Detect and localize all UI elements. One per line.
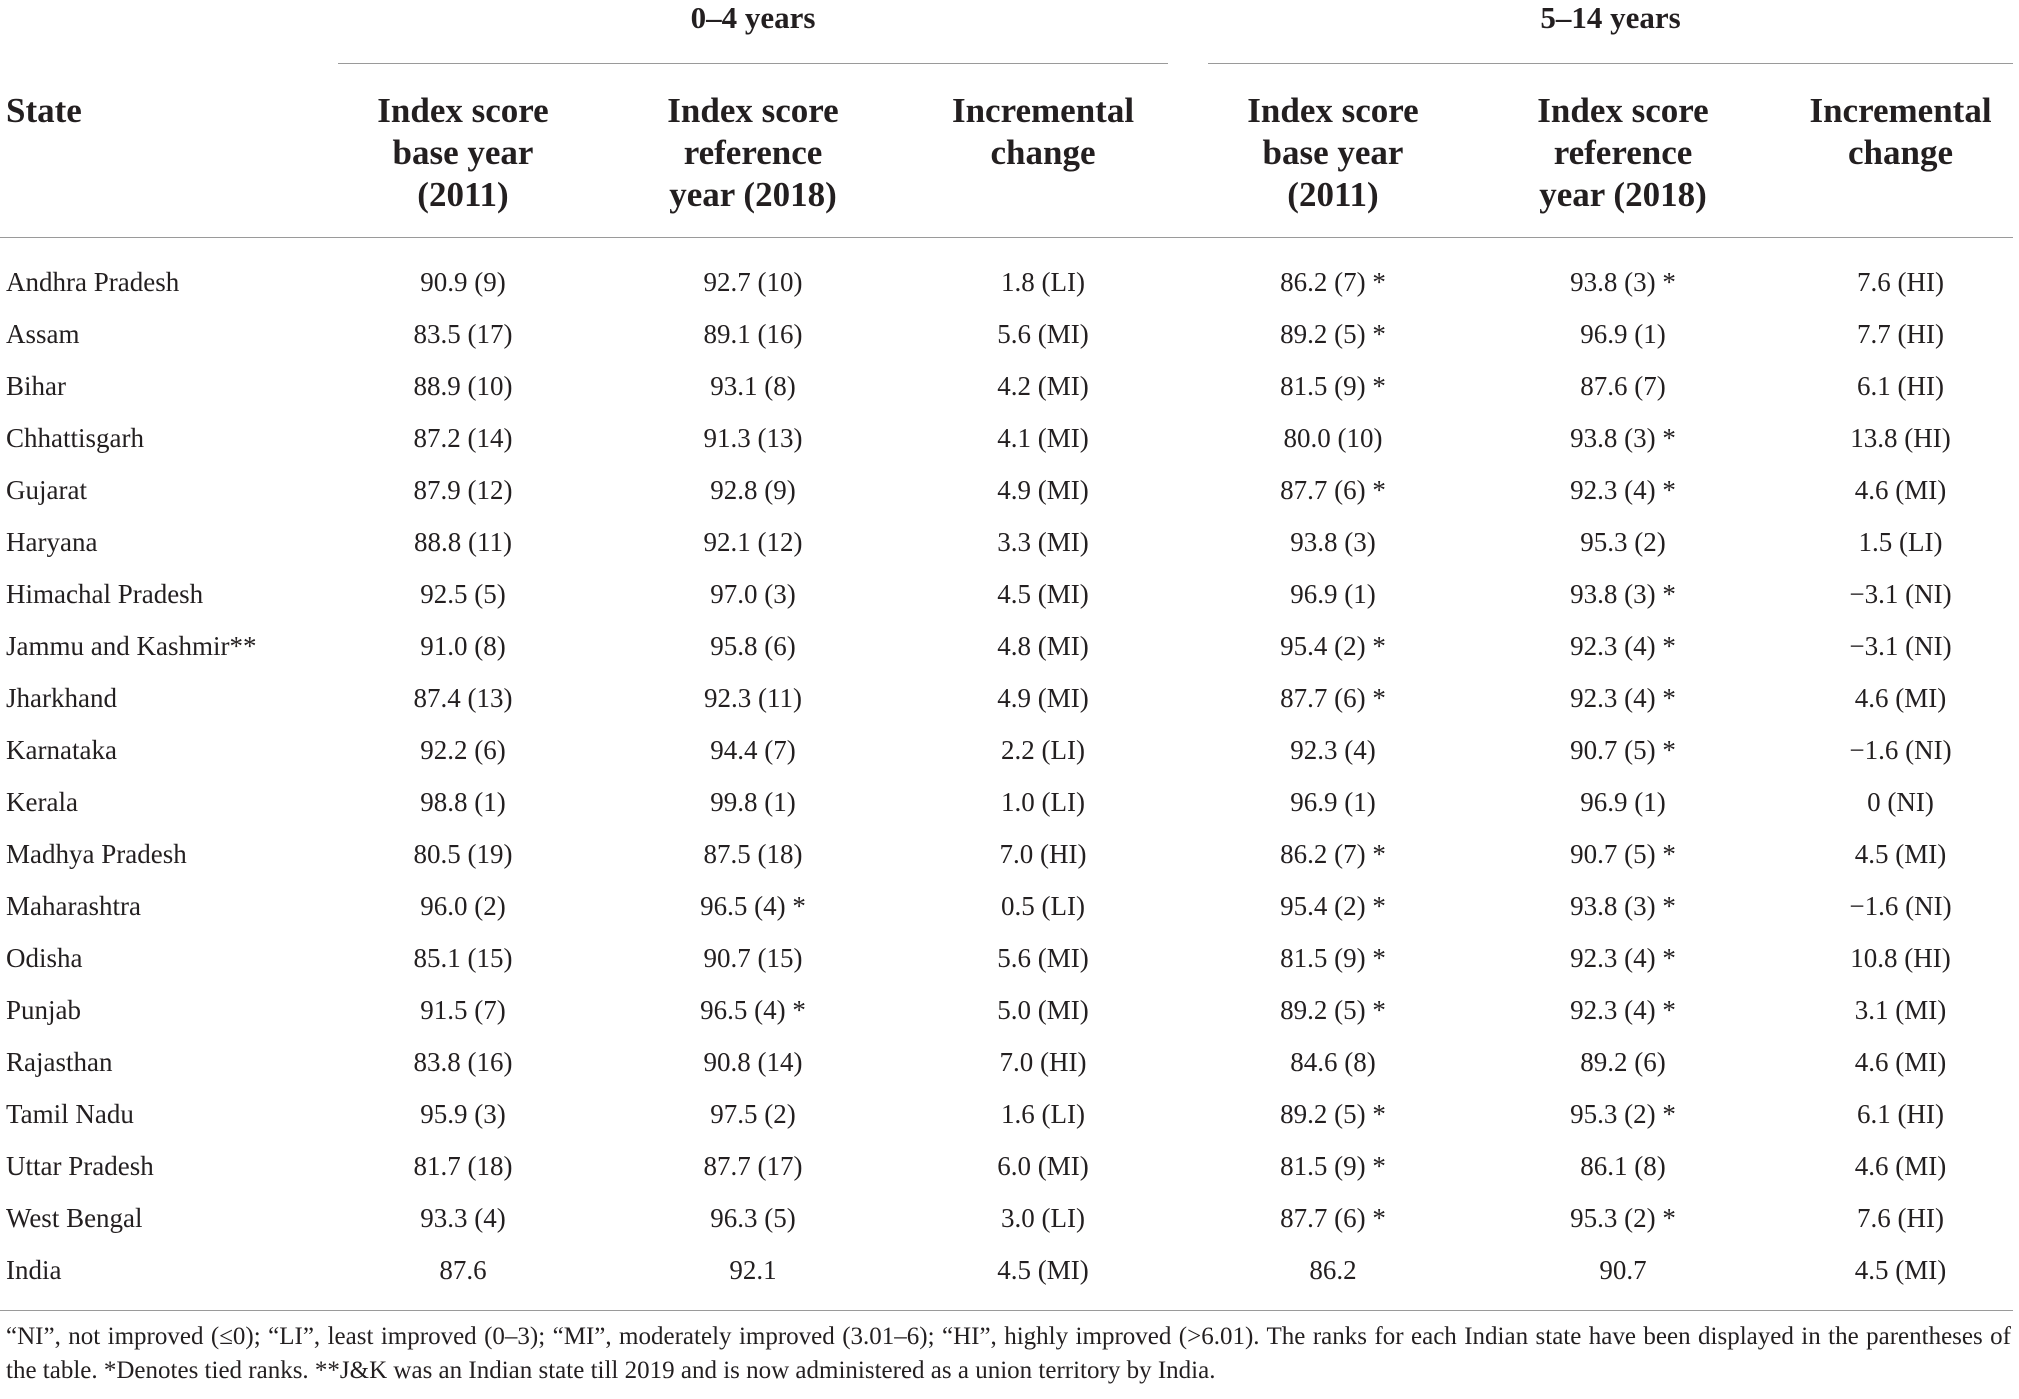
table-row bbox=[0, 464, 2013, 516]
value-cell: 5.6 (MI) bbox=[997, 319, 1089, 349]
value-cell: 93.8 (3) * bbox=[1570, 423, 1676, 453]
value-cell: 4.6 (MI) bbox=[1854, 1047, 1947, 1077]
state-name-cell: Rajasthan bbox=[6, 1047, 113, 1077]
state-name-cell: Himachal Pradesh bbox=[6, 579, 204, 609]
value-cell: 93.3 (4) bbox=[420, 1203, 506, 1233]
value-cell: 86.2 (7) * bbox=[1280, 267, 1386, 297]
table-row bbox=[0, 256, 2013, 308]
header-line: year (2018) bbox=[669, 175, 837, 214]
value-cell: 93.1 (8) bbox=[710, 371, 796, 401]
value-cell: 1.8 (LI) bbox=[1001, 267, 1085, 297]
value-cell: 6.1 (HI) bbox=[1857, 371, 1944, 401]
value-cell: 4.8 (MI) bbox=[997, 631, 1089, 661]
state-name-cell: Maharashtra bbox=[6, 891, 141, 921]
table-row bbox=[0, 932, 2013, 984]
value-cell: 87.4 (13) bbox=[413, 683, 513, 713]
value-cell: 4.9 (MI) bbox=[997, 475, 1089, 505]
state-name-cell: Madhya Pradesh bbox=[6, 839, 187, 869]
value-cell: 91.3 (13) bbox=[703, 423, 803, 453]
value-cell: 81.7 (18) bbox=[413, 1151, 513, 1181]
state-name-cell: India bbox=[6, 1255, 62, 1285]
header-line: (2011) bbox=[417, 175, 509, 214]
header-line: Index score bbox=[1537, 91, 1709, 130]
value-cell: 4.5 (MI) bbox=[1854, 1255, 1947, 1285]
value-cell: 87.2 (14) bbox=[413, 423, 513, 453]
state-name-cell: Uttar Pradesh bbox=[6, 1151, 154, 1181]
table-row bbox=[0, 516, 2013, 568]
state-name-cell: Odisha bbox=[6, 943, 83, 973]
state-name-cell: Assam bbox=[6, 319, 80, 349]
value-cell: 92.5 (5) bbox=[420, 579, 506, 609]
value-cell: −3.1 (NI) bbox=[1849, 631, 1952, 661]
value-cell: 1.0 (LI) bbox=[1001, 787, 1085, 817]
header-line: (2011) bbox=[1287, 175, 1379, 214]
value-cell: 3.1 (MI) bbox=[1854, 995, 1947, 1025]
value-cell: 93.8 (3) bbox=[1290, 527, 1376, 557]
header-line: Index score bbox=[377, 91, 549, 130]
value-cell: 95.4 (2) * bbox=[1280, 891, 1386, 921]
value-cell: 92.1 bbox=[729, 1255, 777, 1285]
table-row bbox=[0, 308, 2013, 360]
value-cell: 97.5 (2) bbox=[710, 1099, 796, 1129]
value-cell: 6.1 (HI) bbox=[1857, 1099, 1944, 1129]
column-header-b-base bbox=[1208, 90, 1458, 216]
header-line: change bbox=[1848, 133, 1953, 172]
header-line: base year bbox=[1262, 133, 1404, 172]
table-row bbox=[0, 776, 2013, 828]
value-cell: 10.8 (HI) bbox=[1850, 943, 1951, 973]
value-cell: 96.5 (4) * bbox=[700, 891, 806, 921]
header-line: Index score bbox=[667, 91, 839, 130]
value-cell: 91.0 (8) bbox=[420, 631, 506, 661]
value-cell: 4.6 (MI) bbox=[1854, 1151, 1947, 1181]
value-cell: 90.9 (9) bbox=[420, 267, 506, 297]
value-cell: 0.5 (LI) bbox=[1001, 891, 1085, 921]
value-cell: 87.6 (7) bbox=[1580, 371, 1666, 401]
value-cell: 80.5 (19) bbox=[413, 839, 513, 869]
value-cell: 92.7 (10) bbox=[703, 267, 803, 297]
value-cell: 96.3 (5) bbox=[710, 1203, 796, 1233]
footnote-divider bbox=[0, 1310, 2013, 1311]
state-name-cell: Chhattisgarh bbox=[6, 423, 144, 453]
value-cell: 81.5 (9) * bbox=[1280, 1151, 1386, 1181]
value-cell: 92.3 (11) bbox=[704, 683, 802, 713]
value-cell: 93.8 (3) * bbox=[1570, 579, 1676, 609]
value-cell: 91.5 (7) bbox=[420, 995, 506, 1025]
state-name-cell: Gujarat bbox=[6, 475, 87, 505]
header-line: Incremental bbox=[951, 91, 1135, 130]
value-cell: 5.0 (MI) bbox=[997, 995, 1089, 1025]
value-cell: 5.6 (MI) bbox=[997, 943, 1089, 973]
value-cell: 95.3 (2) * bbox=[1570, 1099, 1676, 1129]
value-cell: 89.2 (5) * bbox=[1280, 319, 1386, 349]
value-cell: 7.0 (HI) bbox=[999, 1047, 1087, 1077]
value-cell: 96.9 (1) bbox=[1580, 787, 1666, 817]
value-cell: 88.9 (10) bbox=[413, 371, 513, 401]
value-cell: 97.0 (3) bbox=[710, 579, 796, 609]
table-row bbox=[0, 724, 2013, 776]
column-header-state: State bbox=[6, 91, 82, 130]
value-cell: 92.3 (4) * bbox=[1570, 943, 1676, 973]
value-cell: 81.5 (9) * bbox=[1280, 943, 1386, 973]
value-cell: 93.8 (3) * bbox=[1570, 891, 1676, 921]
table-row bbox=[0, 1244, 2013, 1296]
value-cell: 92.1 (12) bbox=[703, 527, 803, 557]
group-header-5-14: 5–14 years bbox=[1540, 0, 1681, 35]
value-cell: 95.3 (2) * bbox=[1570, 1203, 1676, 1233]
header-line: change bbox=[990, 133, 1096, 172]
table-row bbox=[0, 620, 2013, 672]
column-header-a-ref bbox=[628, 90, 878, 216]
column-header-b-ref bbox=[1498, 90, 1748, 216]
value-cell: 96.9 (1) bbox=[1580, 319, 1666, 349]
table-row bbox=[0, 1140, 2013, 1192]
value-cell: 4.5 (MI) bbox=[997, 579, 1089, 609]
value-cell: −1.6 (NI) bbox=[1849, 735, 1952, 765]
state-name-cell: Punjab bbox=[6, 995, 82, 1025]
value-cell: 87.5 (18) bbox=[703, 839, 803, 869]
table-row bbox=[0, 568, 2013, 620]
value-cell: 90.7 bbox=[1599, 1255, 1647, 1285]
value-cell: 87.7 (6) * bbox=[1280, 683, 1386, 713]
state-name-cell: West Bengal bbox=[6, 1203, 143, 1233]
value-cell: 3.0 (LI) bbox=[1001, 1203, 1085, 1233]
state-name-cell: Andhra Pradesh bbox=[6, 267, 180, 297]
column-header-b-inc bbox=[1788, 90, 2013, 174]
value-cell: 95.4 (2) * bbox=[1280, 631, 1386, 661]
value-cell: 92.3 (4) * bbox=[1570, 683, 1676, 713]
value-cell: 0 (NI) bbox=[1867, 787, 1934, 817]
value-cell: 89.2 (6) bbox=[1580, 1047, 1666, 1077]
value-cell: 86.1 (8) bbox=[1580, 1151, 1666, 1181]
value-cell: −1.6 (NI) bbox=[1849, 891, 1952, 921]
value-cell: 90.7 (15) bbox=[703, 943, 803, 973]
column-header-a-inc bbox=[918, 90, 1168, 174]
table-row bbox=[0, 828, 2013, 880]
header-line: base year bbox=[392, 133, 534, 172]
table-row bbox=[0, 984, 2013, 1036]
value-cell: 4.5 (MI) bbox=[997, 1255, 1089, 1285]
value-cell: 95.9 (3) bbox=[420, 1099, 506, 1129]
state-name-cell: Jammu and Kashmir** bbox=[6, 631, 257, 661]
header-line: reference bbox=[1553, 133, 1693, 172]
value-cell: 4.5 (MI) bbox=[1854, 839, 1947, 869]
value-cell: 92.3 (4) bbox=[1290, 735, 1376, 765]
value-cell: 6.0 (MI) bbox=[997, 1151, 1089, 1181]
state-name-cell: Bihar bbox=[6, 371, 66, 401]
value-cell: 4.2 (MI) bbox=[997, 371, 1089, 401]
value-cell: 87.9 (12) bbox=[413, 475, 513, 505]
value-cell: 92.3 (4) * bbox=[1570, 475, 1676, 505]
value-cell: 81.5 (9) * bbox=[1280, 371, 1386, 401]
value-cell: 7.6 (HI) bbox=[1857, 1203, 1944, 1233]
value-cell: 92.2 (6) bbox=[420, 735, 506, 765]
header-line: reference bbox=[683, 133, 823, 172]
value-cell: 87.7 (6) * bbox=[1280, 1203, 1386, 1233]
footnote: “NI”, not improved (≤0); “LI”, least improved (0–3); “MI”, moderately improved (3.01–6); “HI”, highly improved (>6.01). The ranks for each Indian state have been displayed in the parentheses of the table. *Denotes tied ranks. **J&K was an Indian state till 2019 and is now administered as a union territory by India. bbox=[6, 1323, 2011, 1384]
value-cell: 86.2 bbox=[1309, 1255, 1357, 1285]
value-cell: 1.6 (LI) bbox=[1001, 1099, 1085, 1129]
value-cell: 86.2 (7) * bbox=[1280, 839, 1386, 869]
value-cell: 96.9 (1) bbox=[1290, 579, 1376, 609]
table-row bbox=[0, 360, 2013, 412]
header-divider bbox=[0, 237, 2013, 238]
value-cell: 87.7 (17) bbox=[703, 1151, 803, 1181]
value-cell: 89.1 (16) bbox=[703, 319, 803, 349]
value-cell: 3.3 (MI) bbox=[997, 527, 1089, 557]
value-cell: 98.8 (1) bbox=[420, 787, 506, 817]
value-cell: 90.7 (5) * bbox=[1570, 735, 1676, 765]
table-row bbox=[0, 412, 2013, 464]
value-cell: 83.8 (16) bbox=[413, 1047, 513, 1077]
value-cell: 7.7 (HI) bbox=[1857, 319, 1944, 349]
state-name-cell: Haryana bbox=[6, 527, 98, 557]
group-rule-5-14 bbox=[1208, 63, 2013, 64]
value-cell: 2.2 (LI) bbox=[1001, 735, 1085, 765]
value-cell: 4.1 (MI) bbox=[997, 423, 1089, 453]
value-cell: 4.6 (MI) bbox=[1854, 683, 1947, 713]
value-cell: 93.8 (3) * bbox=[1570, 267, 1676, 297]
table-row bbox=[0, 1192, 2013, 1244]
value-cell: 87.6 bbox=[439, 1255, 487, 1285]
state-name-cell: Kerala bbox=[6, 787, 78, 817]
value-cell: 87.7 (6) * bbox=[1280, 475, 1386, 505]
value-cell: 96.9 (1) bbox=[1290, 787, 1376, 817]
header-line: Incremental bbox=[1809, 91, 1992, 130]
table-row bbox=[0, 1088, 2013, 1140]
value-cell: 7.0 (HI) bbox=[999, 839, 1087, 869]
table-row bbox=[0, 1036, 2013, 1088]
value-cell: 7.6 (HI) bbox=[1857, 267, 1944, 297]
state-name-cell: Jharkhand bbox=[6, 683, 117, 713]
table-row bbox=[0, 880, 2013, 932]
value-cell: 4.6 (MI) bbox=[1854, 475, 1947, 505]
value-cell: 4.9 (MI) bbox=[997, 683, 1089, 713]
value-cell: 85.1 (15) bbox=[413, 943, 513, 973]
value-cell: 94.4 (7) bbox=[710, 735, 796, 765]
value-cell: 92.8 (9) bbox=[710, 475, 796, 505]
column-header-a-base bbox=[338, 90, 588, 216]
header-line: Index score bbox=[1247, 91, 1419, 130]
value-cell: 96.0 (2) bbox=[420, 891, 506, 921]
group-header-0-4: 0–4 years bbox=[690, 0, 816, 35]
table-row bbox=[0, 672, 2013, 724]
value-cell: 88.8 (11) bbox=[414, 527, 512, 557]
state-name-cell: Tamil Nadu bbox=[6, 1099, 134, 1129]
value-cell: 92.3 (4) * bbox=[1570, 631, 1676, 661]
value-cell: 92.3 (4) * bbox=[1570, 995, 1676, 1025]
value-cell: 89.2 (5) * bbox=[1280, 995, 1386, 1025]
value-cell: −3.1 (NI) bbox=[1849, 579, 1952, 609]
value-cell: 1.5 (LI) bbox=[1858, 527, 1943, 557]
value-cell: 90.8 (14) bbox=[703, 1047, 803, 1077]
value-cell: 99.8 (1) bbox=[710, 787, 796, 817]
value-cell: 95.3 (2) bbox=[1580, 527, 1666, 557]
value-cell: 80.0 (10) bbox=[1283, 423, 1383, 453]
group-rule-0-4 bbox=[338, 63, 1168, 64]
value-cell: 89.2 (5) * bbox=[1280, 1099, 1386, 1129]
header-line: year (2018) bbox=[1539, 175, 1707, 214]
value-cell: 13.8 (HI) bbox=[1850, 423, 1951, 453]
value-cell: 84.6 (8) bbox=[1290, 1047, 1376, 1077]
value-cell: 90.7 (5) * bbox=[1570, 839, 1676, 869]
state-name-cell: Karnataka bbox=[6, 735, 117, 765]
value-cell: 95.8 (6) bbox=[710, 631, 796, 661]
value-cell: 83.5 (17) bbox=[413, 319, 513, 349]
value-cell: 96.5 (4) * bbox=[700, 995, 806, 1025]
